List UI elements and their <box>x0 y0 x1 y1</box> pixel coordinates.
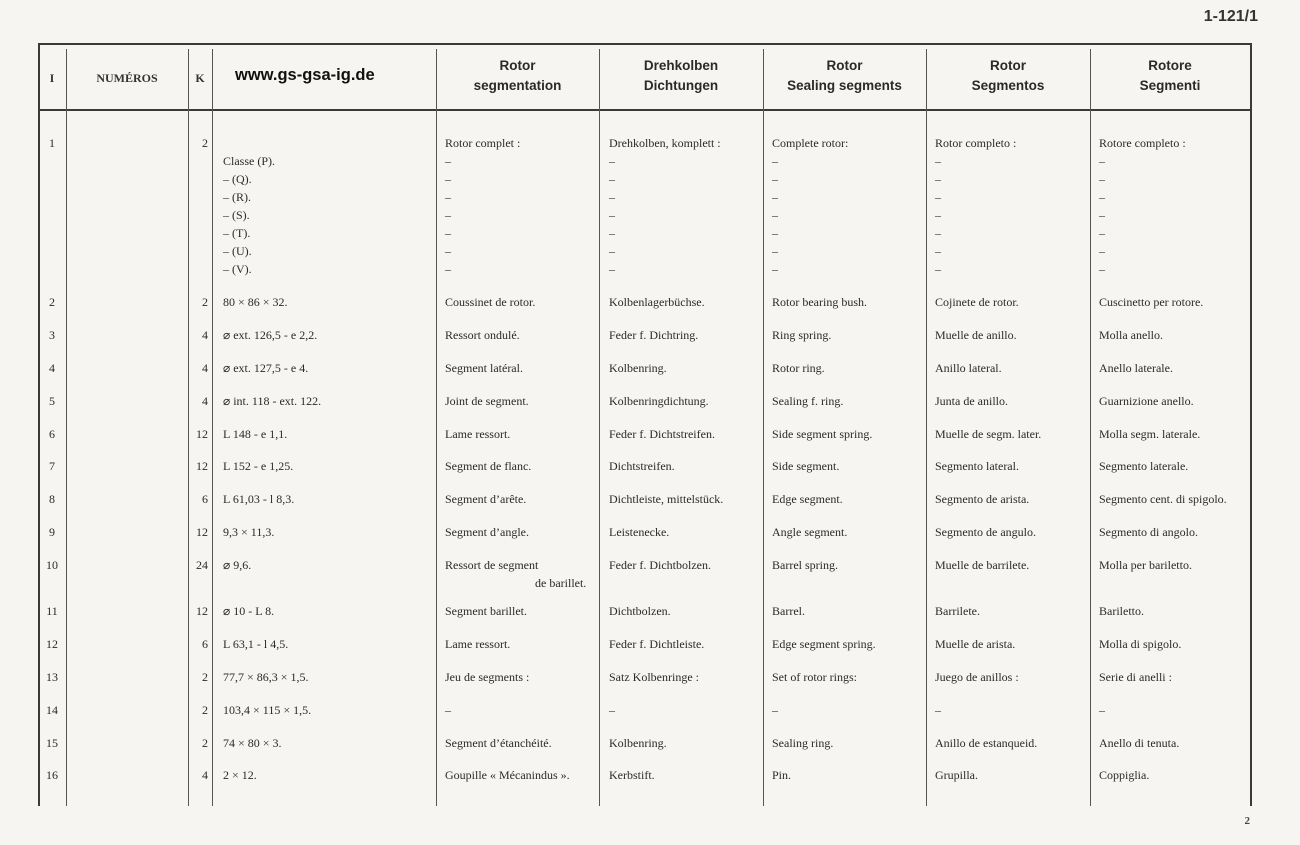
row-number: 10 <box>46 558 58 572</box>
cell-line: – <box>1099 172 1105 186</box>
cell-line: 80 × 86 × 32. <box>223 295 288 309</box>
cell-fr <box>445 635 510 653</box>
cell-de <box>609 635 704 653</box>
cell-line: 9,3 × 11,3. <box>223 525 275 539</box>
cell-line: Feder f. Dichtbolzen. <box>609 558 711 572</box>
row-quantity: 2 <box>202 736 208 750</box>
cell-it <box>1099 602 1144 620</box>
cell-dim <box>223 326 317 344</box>
cell-line: Leistenecke. <box>609 525 670 539</box>
cell-line: – (S). <box>223 208 250 222</box>
cell-dim <box>223 392 321 410</box>
cell-line: – <box>935 262 941 276</box>
cell-line: Cojinete de rotor. <box>935 295 1019 309</box>
header-en-line2: Sealing segments <box>787 78 902 93</box>
cell-en <box>772 523 847 541</box>
row-quantity: 12 <box>196 604 208 618</box>
cell-line: Angle segment. <box>772 525 848 539</box>
cell-line: Segment latéral. <box>445 361 523 375</box>
cell-line: – <box>609 244 615 258</box>
cell-line: Muelle de arista. <box>935 637 1016 651</box>
cell-line: – (Q). <box>223 172 252 186</box>
cell-de <box>609 392 709 410</box>
header-en-line1: Rotor <box>826 58 863 73</box>
cell-line: Kolbenlagerbüchse. <box>609 295 705 309</box>
cell-line: – <box>1099 154 1105 168</box>
cell-line: Rotor ring. <box>772 361 825 375</box>
cell-line: – <box>609 262 615 276</box>
cell-it <box>1099 457 1188 475</box>
cell-line: Segmento di angolo. <box>1099 525 1198 539</box>
cell-es <box>935 668 1019 686</box>
cell-line: – <box>445 208 451 222</box>
cell-line: Dichtleiste, mittelstück. <box>609 492 724 506</box>
cell-line: Kolbenring. <box>609 736 667 750</box>
cell-line: Segmento de angulo. <box>935 525 1036 539</box>
row-quantity: 12 <box>196 525 208 539</box>
cell-line: Bariletto. <box>1099 604 1144 618</box>
parts-table <box>38 43 1252 806</box>
cell-line: – <box>609 703 615 717</box>
cell-line: – <box>935 226 941 240</box>
header-es-line1: Rotor <box>990 58 1026 73</box>
row-number: 3 <box>49 328 55 342</box>
cell-line: Feder f. Dichtring. <box>609 328 699 342</box>
column-divider <box>763 49 764 806</box>
header-fr-line1: Rotor <box>499 58 536 73</box>
cell-fr <box>445 326 520 344</box>
cell-de <box>609 293 705 311</box>
cell-es <box>935 490 1029 508</box>
cell-line: Molla per bariletto. <box>1099 558 1192 572</box>
cell-en <box>772 359 825 377</box>
cell-line: Anillo lateral. <box>935 361 1002 375</box>
cell-de <box>609 701 615 719</box>
cell-en <box>772 668 857 686</box>
cell-line: Set of rotor rings: <box>772 670 857 684</box>
cell-line: Junta de anillo. <box>935 394 1008 408</box>
cell-line: – <box>609 226 615 240</box>
header-de-line2: Dichtungen <box>643 78 719 93</box>
cell-en <box>772 556 838 574</box>
header-col-de <box>599 43 763 109</box>
cell-es <box>935 766 978 784</box>
cell-line: Serie di anelli : <box>1099 670 1172 684</box>
cell-line: Jeu de segments : <box>445 670 530 684</box>
cell-line: L 148 - e 1,1. <box>223 427 288 441</box>
cell-dim <box>223 556 251 574</box>
cell-it <box>1099 326 1163 344</box>
cell-line: 74 × 80 × 3. <box>223 736 282 750</box>
header-it-line2: Segmenti <box>1139 78 1201 93</box>
cell-fr <box>445 523 529 541</box>
cell-es <box>935 602 980 620</box>
row-quantity: 6 <box>202 637 208 651</box>
cell-line: Molla di spigolo. <box>1099 637 1182 651</box>
cell-de <box>609 523 669 541</box>
header-bottom-rule <box>38 109 1252 111</box>
row-quantity: 12 <box>196 427 208 441</box>
cell-line: – <box>445 154 451 168</box>
cell-line: Juego de anillos : <box>935 670 1019 684</box>
cell-it <box>1099 425 1200 443</box>
cell-it <box>1099 734 1179 752</box>
cell-line: – <box>1099 226 1105 240</box>
cell-it <box>1099 490 1227 508</box>
row-number: 12 <box>46 637 58 651</box>
cell-line: Coppiglia. <box>1099 768 1150 782</box>
cell-line: – <box>445 190 451 204</box>
column-divider <box>926 49 927 806</box>
cell-line: Anillo de estanqueid. <box>935 736 1038 750</box>
cell-fr <box>445 668 529 686</box>
cell-fr <box>445 701 451 719</box>
cell-fr <box>445 457 531 475</box>
cell-en <box>772 766 791 784</box>
cell-line: – <box>1099 244 1105 258</box>
cell-en <box>772 635 876 653</box>
row-number: 14 <box>46 703 58 717</box>
cell-de <box>609 668 699 686</box>
cell-line: ⌀ 9,6. <box>223 558 252 572</box>
header-col-en <box>763 43 926 109</box>
cell-line: – <box>935 208 941 222</box>
cell-line: Dichtbolzen. <box>609 604 671 618</box>
cell-es <box>935 556 1029 574</box>
cell-line: – <box>1099 208 1105 222</box>
column-divider <box>66 49 67 806</box>
cell-it <box>1099 359 1173 377</box>
cell-de <box>609 556 711 574</box>
header-col-numeros: NUMÉROS <box>96 71 158 85</box>
cell-line: Anello laterale. <box>1099 361 1173 375</box>
cell-line: – <box>445 172 451 186</box>
cell-line: L 61,03 - l 8,3. <box>223 492 295 506</box>
cell-line: – <box>445 262 451 276</box>
cell-line: Joint de segment. <box>445 394 529 408</box>
row-number: 9 <box>49 525 55 539</box>
cell-dim <box>223 425 287 443</box>
cell-line: Segment d’étanchéité. <box>445 736 552 750</box>
cell-line: Coussinet de rotor. <box>445 295 536 309</box>
cell-es <box>935 523 1036 541</box>
cell-line: Edge segment. <box>772 492 843 506</box>
header-col-it <box>1090 43 1250 109</box>
row-quantity: 2 <box>202 295 208 309</box>
cell-line: 103,4 × 115 × 1,5. <box>223 703 312 717</box>
cell-line: Segmento laterale. <box>1099 459 1189 473</box>
header-fr-line2: segmentation <box>473 78 562 93</box>
cell-line: – <box>935 703 941 717</box>
column-divider <box>599 49 600 806</box>
cell-dim <box>223 734 282 752</box>
cell-es <box>935 134 1016 278</box>
cell-line: de barillet. <box>535 576 587 590</box>
row-quantity: 4 <box>202 768 208 782</box>
cell-line: Feder f. Dichtleiste. <box>609 637 705 651</box>
page-number-top: 1-121/1 <box>1203 8 1258 25</box>
cell-it <box>1099 392 1194 410</box>
cell-line: Classe (P). <box>223 154 275 168</box>
row-quantity: 2 <box>202 136 208 150</box>
cell-it <box>1099 134 1186 278</box>
row-number: 5 <box>49 394 55 408</box>
cell-es <box>935 425 1041 443</box>
cell-line: Barrel. <box>772 604 805 618</box>
row-quantity: 4 <box>202 361 208 375</box>
row-quantity: 24 <box>196 558 208 572</box>
cell-en <box>772 425 872 443</box>
cell-line: – <box>445 244 451 258</box>
cell-es <box>935 392 1008 410</box>
row-number: 15 <box>46 736 58 750</box>
column-divider <box>1090 49 1091 806</box>
cell-line: Molla segm. laterale. <box>1099 427 1201 441</box>
row-quantity: 2 <box>202 703 208 717</box>
cell-line: Pin. <box>772 768 792 782</box>
cell-line: – <box>772 190 778 204</box>
cell-fr <box>445 734 552 752</box>
cell-dim <box>223 523 274 541</box>
cell-it <box>1099 635 1181 653</box>
cell-line: – <box>772 172 778 186</box>
cell-line: – <box>445 703 451 717</box>
cell-it <box>1099 766 1149 784</box>
cell-fr <box>445 392 529 410</box>
cell-line: – (T). <box>223 226 251 240</box>
cell-de <box>609 457 675 475</box>
cell-dim <box>223 635 288 653</box>
cell-dim <box>223 668 309 686</box>
cell-line: – <box>609 172 615 186</box>
cell-line: Kolbenringdichtung. <box>609 394 709 408</box>
cell-es <box>935 326 1017 344</box>
cell-dim <box>223 134 275 278</box>
cell-line: Anello di tenuta. <box>1099 736 1180 750</box>
cell-es <box>935 359 1002 377</box>
cell-line: – <box>445 226 451 240</box>
cell-line: Satz Kolbenringe : <box>609 670 699 684</box>
row-number: 11 <box>46 604 58 618</box>
cell-line: Segment barillet. <box>445 604 527 618</box>
cell-line: Muelle de anillo. <box>935 328 1017 342</box>
cell-line: Drehkolben, komplett : <box>609 136 721 150</box>
cell-line: Rotore completo : <box>1099 136 1186 150</box>
cell-it <box>1099 701 1105 719</box>
cell-es <box>935 734 1037 752</box>
cell-line: ⌀ int. 118 - ext. 122. <box>223 394 322 408</box>
cell-de <box>609 359 667 377</box>
cell-line: – <box>772 703 778 717</box>
header-es-line2: Segmentos <box>971 78 1045 93</box>
cell-en <box>772 490 843 508</box>
cell-line: Lame ressort. <box>445 637 511 651</box>
cell-de <box>609 134 721 278</box>
cell-fr <box>445 602 527 620</box>
cell-line: Feder f. Dichtstreifen. <box>609 427 715 441</box>
cell-dim <box>223 602 274 620</box>
header-de-line1: Drehkolben <box>643 58 719 73</box>
cell-line: Cuscinetto per rotore. <box>1099 295 1204 309</box>
cell-line: Ring spring. <box>772 328 832 342</box>
cell-line: Barrel spring. <box>772 558 838 572</box>
cell-line <box>223 134 275 152</box>
cell-line: L 152 - e 1,25. <box>223 459 294 473</box>
header-it-line1: Rotore <box>1148 58 1192 73</box>
cell-fr <box>445 490 526 508</box>
cell-line: – (R). <box>223 190 251 204</box>
cell-fr <box>445 766 570 784</box>
cell-fr <box>445 556 586 592</box>
row-number: 6 <box>49 427 55 441</box>
header-col-i: I <box>49 71 55 85</box>
cell-line: ⌀ ext. 127,5 - e 4. <box>223 361 309 375</box>
header-col-k: K <box>195 71 205 85</box>
cell-line: Segmento cent. di spigolo. <box>1099 492 1227 506</box>
cell-line: Sealing ring. <box>772 736 834 750</box>
cell-de <box>609 490 723 508</box>
row-number: 1 <box>49 136 55 150</box>
cell-line: Muelle de segm. later. <box>935 427 1042 441</box>
cell-line: L 63,1 - l 4,5. <box>223 637 289 651</box>
cell-dim <box>223 701 311 719</box>
cell-line: Segment de flanc. <box>445 459 532 473</box>
cell-en <box>772 457 839 475</box>
cell-en <box>772 734 833 752</box>
cell-line: – <box>609 154 615 168</box>
cell-dim <box>223 490 294 508</box>
header-col-fr <box>436 43 599 109</box>
cell-line: Ressort ondulé. <box>445 328 520 342</box>
table-right-border <box>1250 43 1252 806</box>
cell-line: – <box>772 262 778 276</box>
row-quantity: 4 <box>202 328 208 342</box>
cell-line: Barrilete. <box>935 604 980 618</box>
cell-line: Muelle de barrilete. <box>935 558 1030 572</box>
cell-line: 2 × 12. <box>223 768 257 782</box>
cell-en <box>772 293 867 311</box>
cell-de <box>609 602 671 620</box>
cell-it <box>1099 523 1198 541</box>
cell-en <box>772 392 843 410</box>
cell-line: Guarnizione anello. <box>1099 394 1194 408</box>
cell-line: Lame ressort. <box>445 427 511 441</box>
cell-es <box>935 701 941 719</box>
cell-it <box>1099 668 1172 686</box>
header-col-es <box>926 43 1090 109</box>
cell-line: – <box>1099 703 1105 717</box>
cell-line: – (V). <box>223 262 252 276</box>
cell-line: – <box>935 154 941 168</box>
cell-line: – <box>1099 262 1105 276</box>
cell-dim <box>223 457 293 475</box>
cell-line: Complete rotor: <box>772 136 849 150</box>
cell-line: – <box>772 226 778 240</box>
cell-es <box>935 635 1015 653</box>
cell-line: – <box>772 208 778 222</box>
cell-line: – <box>772 154 778 168</box>
row-number: 2 <box>49 295 55 309</box>
page-number-bottom: 2 <box>1244 815 1250 827</box>
cell-line: Segmento lateral. <box>935 459 1019 473</box>
cell-line: Rotor complet : <box>445 136 521 150</box>
cell-fr <box>445 134 520 278</box>
cell-line: – (U). <box>223 244 252 258</box>
cell-line: – <box>1099 190 1105 204</box>
cell-line: Ressort de segment <box>445 558 539 572</box>
row-quantity: 4 <box>202 394 208 408</box>
cell-fr <box>445 425 510 443</box>
column-divider <box>212 49 213 806</box>
row-number: 8 <box>49 492 55 506</box>
row-quantity: 12 <box>196 459 208 473</box>
cell-line: Rotor bearing bush. <box>772 295 867 309</box>
cell-line: Molla anello. <box>1099 328 1163 342</box>
website-watermark: www.gs-gsa-ig.de <box>235 66 375 84</box>
cell-line: Side segment spring. <box>772 427 873 441</box>
cell-line: – <box>935 172 941 186</box>
cell-de <box>609 734 667 752</box>
cell-line: Segment d’arête. <box>445 492 527 506</box>
row-quantity: 2 <box>202 670 208 684</box>
row-number: 13 <box>46 670 58 684</box>
row-number: 16 <box>46 768 58 782</box>
cell-fr <box>445 293 535 311</box>
cell-es <box>935 457 1019 475</box>
cell-de <box>609 326 698 344</box>
cell-de <box>609 425 715 443</box>
cell-line: Edge segment spring. <box>772 637 876 651</box>
cell-line: – <box>772 244 778 258</box>
cell-line: Dichtstreifen. <box>609 459 675 473</box>
cell-line: – <box>935 190 941 204</box>
cell-fr <box>445 359 523 377</box>
cell-line: Goupille « Mécanindus ». <box>445 768 570 782</box>
cell-line: ⌀ 10 - L 8. <box>223 604 275 618</box>
cell-dim <box>223 766 257 784</box>
cell-line: Segmento de arista. <box>935 492 1030 506</box>
cell-en <box>772 134 848 278</box>
cell-line: Kerbstift. <box>609 768 655 782</box>
cell-line: Sealing f. ring. <box>772 394 844 408</box>
row-number: 4 <box>49 361 55 375</box>
cell-line: Side segment. <box>772 459 840 473</box>
cell-it <box>1099 556 1192 574</box>
row-quantity: 6 <box>202 492 208 506</box>
row-number: 7 <box>49 459 55 473</box>
cell-es <box>935 293 1019 311</box>
cell-line: Segment d’angle. <box>445 525 529 539</box>
cell-line: 77,7 × 86,3 × 1,5. <box>223 670 309 684</box>
cell-line: – <box>935 244 941 258</box>
cell-en <box>772 701 778 719</box>
cell-en <box>772 602 805 620</box>
cell-line: Kolbenring. <box>609 361 667 375</box>
cell-line: ⌀ ext. 126,5 - e 2,2. <box>223 328 318 342</box>
cell-it <box>1099 293 1203 311</box>
cell-line: Grupilla. <box>935 768 978 782</box>
cell-line: – <box>609 208 615 222</box>
cell-line: – <box>609 190 615 204</box>
cell-dim <box>223 359 308 377</box>
cell-de <box>609 766 655 784</box>
column-divider <box>436 49 437 806</box>
cell-en <box>772 326 831 344</box>
cell-line: Rotor completo : <box>935 136 1017 150</box>
cell-dim <box>223 293 288 311</box>
